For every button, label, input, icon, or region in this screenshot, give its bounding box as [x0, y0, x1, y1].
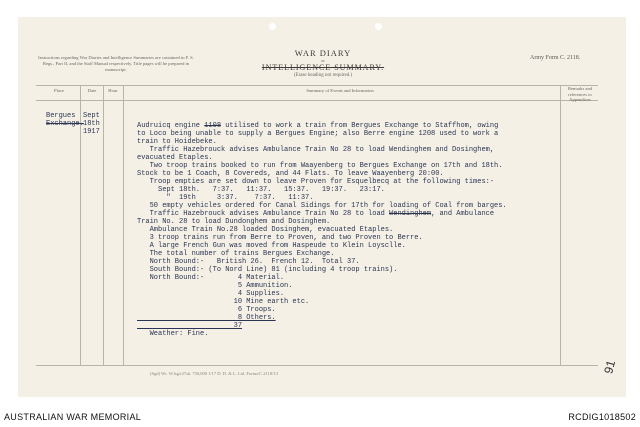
- summary-line: Audruicq engine 1108 utilised to work a train from Bergues Exchange to Staffhom, owing: [137, 122, 499, 130]
- summary-line: Weather: Fine.: [137, 330, 209, 338]
- column-rule: [123, 85, 124, 365]
- summary-line: train to Hoidebeke.: [137, 138, 217, 146]
- title-intelligence-summary: INTELLIGENCE SUMMARY.: [261, 63, 385, 72]
- summary-line: 50 empty vehicles ordered for Canal Sidings for 17th for loading of Coal from barges.: [137, 202, 507, 210]
- column-header-date: Date: [87, 88, 97, 93]
- column-header-summary: Summary of Events and Information: [306, 88, 374, 93]
- place-entry: Bergues Exchange.: [46, 112, 84, 128]
- summary-line: Traffic Hazebrouck advises Ambulance Train No 28 to load Wendinghem and Dosinghem,: [137, 146, 495, 154]
- summary-line: Sept 18th. 7:37. 11:37. 15:37. 19:37. 23:17.: [137, 186, 385, 194]
- printer-imprint: (Sgd) Wt. W.lsg/r27sh. 750,000 1/17 D. D. & L. Ltd. Forms/C.2118/13: [150, 371, 278, 376]
- table-top-rule: [36, 85, 598, 86]
- summary-line: Two troop trains booked to run from Waayenberg to Bergues Exchange on 17th and 18th.: [137, 162, 503, 170]
- summary-line: 3 troop trains run from Berre to Proven, and two Proven to Berre.: [137, 234, 423, 242]
- column-header-place: Place: [54, 88, 64, 93]
- column-rule: [560, 85, 561, 365]
- caption-id: RCDIG1018502: [568, 412, 636, 422]
- summary-line: 6 Troops.: [137, 306, 276, 314]
- column-header-hour: Hour: [108, 88, 118, 93]
- instructions-note: Instructions regarding War Diaries and Intelligence Summaries are contained in F. S. Regs., Part II, and the Staff Manual respectively. Title pages will be prepared in manuscript.: [38, 55, 194, 72]
- summary-line: Traffic Hazebrouck advises Ambulance Train No 28 to load Wendinghem, and Ambulance: [137, 210, 495, 218]
- summary-line: to Loco being unable to supply a Bergues Engine; also Berre engine 1208 used to work a: [137, 130, 499, 138]
- column-header-remarks: Remarks and references to Appendices: [567, 86, 593, 102]
- title-or: or: [321, 58, 325, 63]
- summary-line: " 19th 3:37. 7:37. 11:37.: [137, 194, 314, 202]
- page-number: 91: [601, 358, 619, 376]
- table-bottom-rule: [36, 365, 598, 366]
- summary-line: 4 Supplies.: [137, 290, 285, 298]
- summary-line: 8 Others.: [137, 314, 276, 322]
- summary-line: 10 Mine earth etc.: [137, 298, 310, 306]
- summary-text: [137, 122, 507, 338]
- summary-line: South Bound:- (To Nord Line) 81 (including 4 troop trains).: [137, 266, 398, 274]
- table-header-rule: [36, 100, 598, 101]
- form-number: Army Form C. 2118.: [530, 55, 581, 61]
- summary-line: Troop empties are set down to leave Proven for Esquelbecq at the following times:-: [137, 178, 495, 186]
- summary-line: North Bound:- 4 Material.: [137, 274, 285, 282]
- summary-line: 37: [137, 322, 243, 330]
- date-entry: Sept 18th 1917: [83, 112, 100, 136]
- summary-line: Stock to be 1 Coach, 8 Covereds, and 44 Flats. To leave Waayenberg 20:00.: [137, 170, 444, 178]
- title-war-diary: WAR DIARY: [294, 48, 352, 58]
- title-subtitle: (Erase heading not required.): [293, 73, 353, 78]
- summary-line: The total number of trains Bergues Exchange.: [137, 250, 335, 258]
- summary-line: Ambulance Train No.28 loaded Dosinghem, evacuated Etaples.: [137, 226, 394, 234]
- punch-hole: [269, 23, 276, 30]
- summary-line: evacuated Etaples.: [137, 154, 213, 162]
- summary-line: 5 Ammunition.: [137, 282, 293, 290]
- summary-line: Train No. 28 to load Dundonghem and Dosinghem.: [137, 218, 331, 226]
- column-rule: [103, 85, 104, 365]
- summary-line: North Bound:- British 26. French 12. Total 37.: [137, 258, 360, 266]
- punch-hole: [375, 23, 382, 30]
- caption-source: AUSTRALIAN WAR MEMORIAL: [4, 412, 142, 422]
- summary-line: A large French Gun was moved from Haspeude to Klein Loysclle.: [137, 242, 406, 250]
